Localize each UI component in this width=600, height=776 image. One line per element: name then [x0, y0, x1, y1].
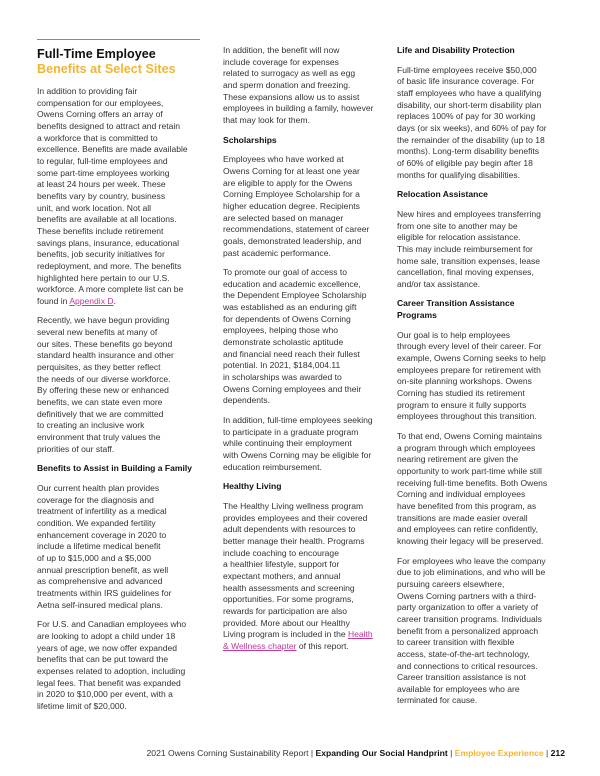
page-title	[37, 47, 209, 77]
separator: |	[447, 748, 455, 758]
column-middle	[223, 45, 391, 661]
text: The Healthy Living wellness program provides employees and their covered adult dependents with resources to better manage their health. Programs include coaching to encourage a healthier lifestyle, support for expectant mothers, and annual health assessments and screening opportunities. For some programs, rewards for participation are also provided. More about our Healthy Living program is included in the	[223, 500, 368, 640]
paragraph: Our goal is to help employees through every level of their career. For example, Owens Corning seeks to help employees prepare for retirement with on-site planning workshops. Owens Corning has studied its retirement program to ensure it fully supports employees throughout this transition.	[397, 329, 546, 422]
text: of this report.	[296, 640, 349, 651]
paragraph: For employees who leave the company due to job eliminations, and who will be pursuing careers elsewhere, Owens Corning partners with a third- party organization to offer a variety of career transition programs. Individuals benefit from a personalized approach to career transition with flexible access, state-of-the-art technology, and connections to critical resources. Career transition assistance is not available for employees who are terminated for cause.	[397, 555, 546, 706]
title-rule	[37, 39, 200, 40]
intro-paragraph	[37, 86, 209, 307]
separator: |	[308, 748, 316, 758]
footer-chapter[interactable]: Employee Experience	[454, 748, 544, 758]
paragraph: Full-time employees receive $50,000 of basic life insurance coverage. For staff employees who have a qualifying disability, our short-term disability plan replaces 100% of pay for 30 working days (or six weeks), and 60% of pay for the remainder of the disability (up to 18 months). Long-term disability benefits of 60% of eligible pay begin after 18 months for qualifying disabilities.	[397, 64, 547, 180]
appendix-d-link[interactable]: Appendix D	[69, 295, 114, 306]
page-footer	[147, 748, 565, 758]
separator: |	[543, 748, 551, 758]
section-heading-healthy-living: Healthy Living	[223, 481, 282, 492]
health-wellness-link[interactable]: Health & Wellness chapter	[223, 629, 373, 651]
text: In addition to providing fair compensation for our employees, Owens Corning offers an array of benefits designed to attract and retain a workforce that is committed to excellence. Benefits are made available to regular, full-time employees and some part-time employees working at least 24 hours per week. These benefits vary by country, business unit, and work location. Not all benefits are available at all locations. These benefits include retirement savings plans, insurance, educational benefits, job security initiatives for redeployment, and more. The benefits highlighted here pertain to our U.S. workforce. A more complete list can be found in	[37, 86, 188, 306]
title-line-2: Benefits at Select Sites	[37, 62, 176, 76]
paragraph: For U.S. and Canadian employees who are looking to adopt a child under 18 years of age, we now offer expanded benefits that can be put toward the expenses related to adoption, including legal fees. That benefit was expanded in 2020 to $10,000 per event, with a lifetime limit of $20,000.	[37, 619, 187, 711]
column-right	[397, 45, 569, 715]
footer-report: 2021 Owens Corning Sustainability Report	[146, 748, 309, 758]
text: .	[113, 295, 116, 306]
section-heading-life-disability: Life and Disability Protection	[397, 45, 515, 55]
section-heading-scholarships: Scholarships	[223, 134, 277, 145]
title-line-1: Full-Time Employee	[37, 47, 156, 61]
paragraph: New hires and employees transferring from one site to another may be eligible for relocation assistance. This may include reimbursement for home sale, transition expenses, lease cancellation, final moving expenses, and/or tax assistance.	[397, 208, 541, 289]
paragraph: In addition, the benefit will now include coverage for expenses related to surrogacy as well as egg and sperm donation and freezing. These expansions allow us to assist employees in building a family, however that may look for them.	[223, 45, 374, 125]
footer-section[interactable]: Expanding Our Social Handprint	[315, 748, 448, 758]
section-heading-family: Benefits to Assist in Building a Family	[37, 463, 192, 474]
page-number: 212	[550, 748, 565, 758]
paragraph	[223, 501, 391, 653]
paragraph: Employees who have worked at Owens Corning for at least one year are eligible to apply for the Owens Corning Employee Scholarship for a higher education degree. Recipients are selected based on manager recommendations, statement of career goals, demonstrated leadership, and past academic performance.	[223, 154, 370, 258]
paragraph: To promote our goal of access to education and academic excellence, the Dependent Employee Scholarship was established as an enduring gift for dependents of Owens Corning employees, helping those who demonstrate scholastic aptitude and financial need reach their fullest potential. In 2021, $184,004.11 in scholarships was awarded to Owens Corning employees and their dependents.	[223, 267, 367, 406]
paragraph: Recently, we have begun providing several new benefits at many of our sites. These benefits go beyond standard health insurance and other perquisites, as they better reflect the needs of our diverse workforce. By offering these new or enhanced benefits, we can state even more definitively that we are committed to creating an inclusive work environment that truly values the priorities of our staff.	[37, 315, 174, 454]
paragraph: In addition, full-time employees seeking to participate in a graduate program while continuing their employment with Owens Corning may be eligible for education reimbursement.	[223, 415, 373, 472]
paragraph: To that end, Owens Corning maintains a program through which employees nearing retirement are given the opportunity to work part-time while still receiving full-time benefits. Both Owens Corning and individual employees have benefited from this program, as transitions are made easier overall and employees can retire confidently, knowing their legacy will be preserved.	[397, 431, 548, 546]
column-left	[37, 45, 209, 720]
paragraph: Our current health plan provides coverage for the diagnosis and treatment of infertility as a medical condition. We expanded fertility enhancement coverage in 2020 to include a lifetime medical benefit of up to $15,000 and a $5,000 annual prescription benefit, as well as comprehensive and advanced treatments within IRS guidelines for Aetna self-insured medical plans.	[37, 483, 172, 610]
section-heading-relocation: Relocation Assistance	[397, 189, 488, 200]
section-heading-career-transition: Career Transition Assistance Programs	[397, 298, 515, 321]
